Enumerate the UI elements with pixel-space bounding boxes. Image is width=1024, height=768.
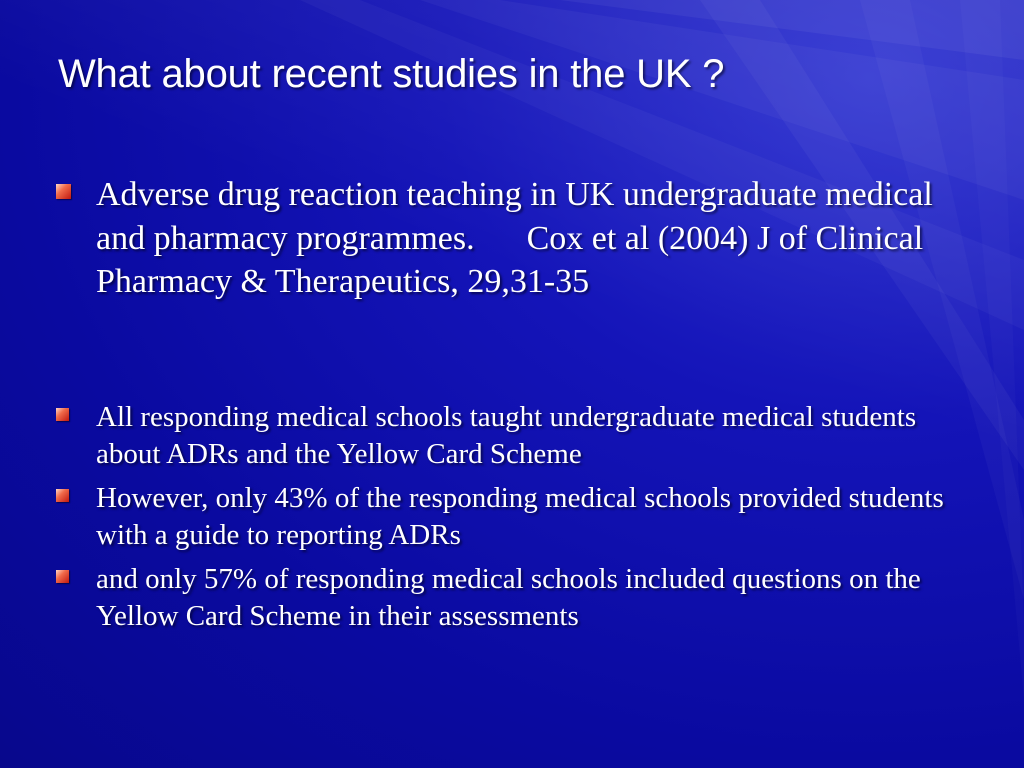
bullet-item-57-percent bbox=[96, 561, 976, 635]
bullet-text: All responding medical schools taught undergraduate medical students about ADRs and the Yellow Card Scheme bbox=[96, 401, 917, 470]
bullet-text: However, only 43% of the responding medical schools provided students with a guide to reporting ADRs bbox=[96, 482, 944, 551]
square-bullet-icon bbox=[56, 184, 71, 199]
bullet-text-study-title: Adverse drug reaction teaching in UK undergraduate medical and pharmacy programmes. bbox=[96, 176, 933, 257]
bullet-item-cox-study bbox=[96, 173, 966, 304]
bullet-item-43-percent bbox=[96, 480, 976, 554]
bullet-text-citation: Cox et al (2004) J of Clinical Pharmacy & Therapeutics, 29,31-35 bbox=[96, 219, 924, 300]
slide-title: What about recent studies in the UK ? bbox=[58, 52, 725, 96]
bullet-item-all-schools bbox=[96, 399, 976, 473]
bullet-text: and only 57% of responding medical schools included questions on the Yellow Card Scheme in their assessments bbox=[96, 563, 921, 632]
square-bullet-icon bbox=[56, 489, 69, 502]
square-bullet-icon bbox=[56, 408, 69, 421]
square-bullet-icon bbox=[56, 570, 69, 583]
